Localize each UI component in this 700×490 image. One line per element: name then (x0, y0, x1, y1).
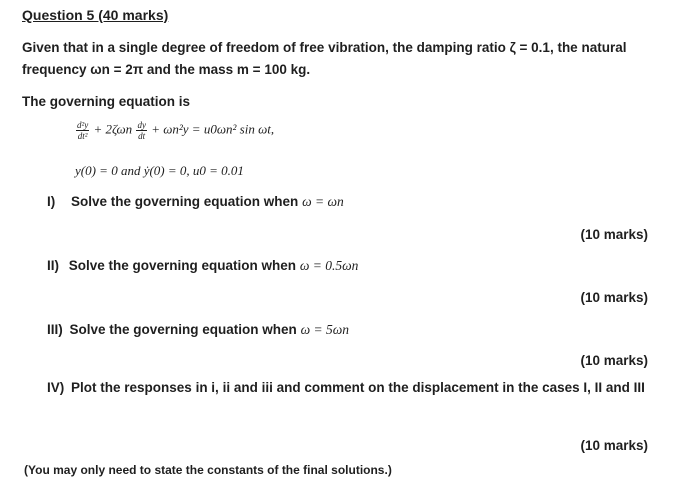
governing-label: The governing equation is (22, 94, 191, 109)
second-derivative-fraction (76, 120, 89, 141)
fraction-denominator: dt (138, 131, 146, 141)
first-derivative-fraction (136, 120, 147, 141)
marks-item-1: (10 marks) (580, 227, 648, 242)
fraction-denominator: dt² (77, 131, 88, 141)
marks-item-4: (10 marks) (580, 438, 648, 453)
item-text: Solve the governing equation when (69, 322, 297, 337)
item-number: III) (47, 322, 63, 337)
item-number: II) (47, 258, 59, 273)
item-4 (47, 380, 645, 395)
equation-middle: + 2ζωn (93, 121, 133, 137)
item-2 (47, 258, 358, 274)
governing-equation (75, 120, 274, 141)
intro-line-1: Given that in a single degree of freedom of free vibration, the damping ratio ζ = 0.1, the natural (22, 40, 627, 55)
footnote: (You may only need to state the constants of the final solutions.) (24, 463, 392, 477)
fraction-numerator: d²y (77, 120, 89, 130)
marks-item-2: (10 marks) (580, 290, 648, 305)
item-condition: ω = 0.5ωn (299, 258, 359, 273)
initial-conditions: y(0) = 0 and ẏ(0) = 0, u0 = 0.01 (75, 163, 244, 178)
item-text: Plot the responses in i, ii and iii and comment on the displacement in the cases I, II and III (71, 380, 645, 395)
item-condition: ω = 5ωn (300, 322, 349, 337)
question-title: Question 5 (40 marks) (22, 7, 169, 23)
marks-item-3: (10 marks) (580, 353, 648, 368)
item-number: I) (47, 194, 56, 209)
intro-line-2: frequency ωn = 2π and the mass m = 100 kg. (22, 62, 311, 77)
item-text: Solve the governing equation when (71, 194, 299, 209)
item-condition: ω = ωn (302, 194, 344, 209)
item-1 (47, 194, 344, 210)
item-number: IV) (47, 380, 65, 395)
equation-rest: + ωn²y = u0ωn² sin ωt, (151, 121, 275, 137)
fraction-numerator: dy (137, 120, 146, 130)
item-text: Solve the governing equation when (68, 258, 297, 273)
item-3 (47, 322, 349, 338)
